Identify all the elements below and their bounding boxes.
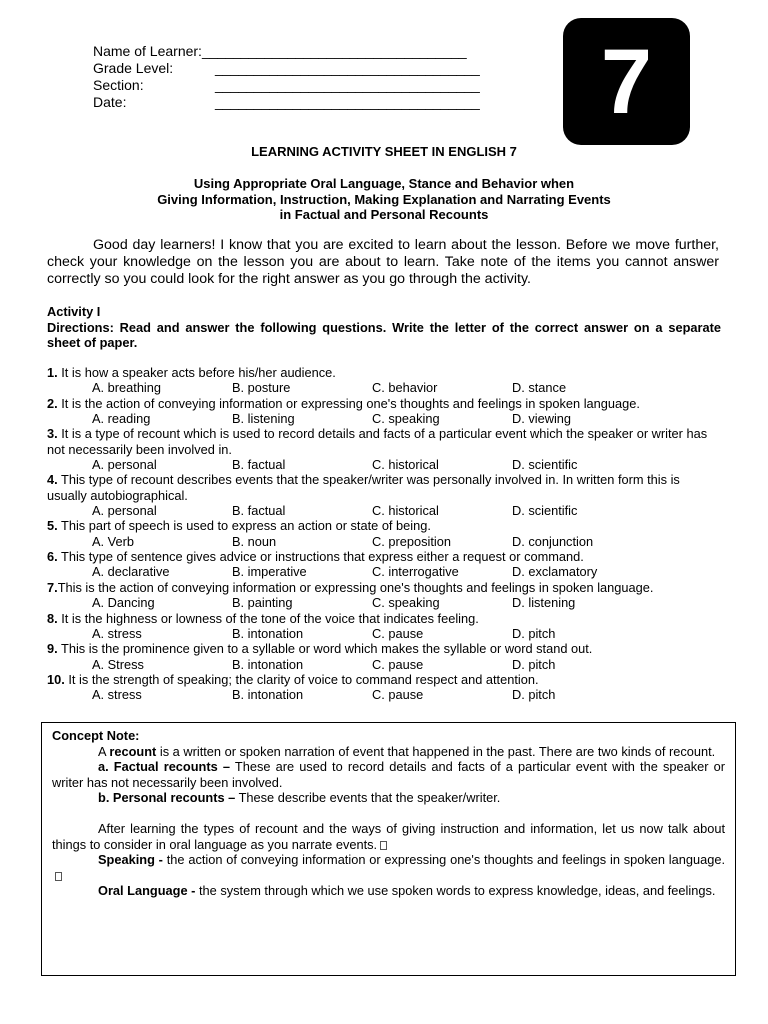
concept-note-speaking: Speaking - the action of conveying information or expressing one's thoughts and feelings in spoken language. <box>52 852 725 883</box>
concept-note-box <box>41 722 736 976</box>
question-text: It is the action of conveying information or expressing one's thoughts and feelings in spoken language. <box>57 395 640 411</box>
answer-choice: D. scientific <box>512 503 578 519</box>
question-item <box>47 426 723 472</box>
answer-choice: A. reading <box>92 411 151 427</box>
question-text: It is the strength of speaking; the clarity of voice to command respect and attention. <box>64 671 539 687</box>
answer-choice: C. preposition <box>372 533 451 549</box>
answer-choices <box>47 457 723 472</box>
question-item <box>47 611 723 642</box>
answer-choice: C. speaking <box>372 595 440 611</box>
answer-choice: B. imperative <box>232 564 307 580</box>
answer-choice: B. noun <box>232 533 277 549</box>
question-item <box>47 518 723 549</box>
question-item <box>47 472 723 518</box>
field-section <box>93 77 480 94</box>
answer-choice: B. factual <box>232 503 286 519</box>
question-text: This part of speech is used to express an action or state of being. <box>57 518 431 534</box>
answer-choice: C. behavior <box>372 380 438 396</box>
answer-choice: D. stance <box>512 380 567 396</box>
question-stem <box>47 611 723 626</box>
learner-info-fields <box>93 43 480 111</box>
question-text: This is the prominence given to a syllable or word which makes the syllable or word stand out. <box>57 641 593 657</box>
field-label: Grade Level: <box>93 60 174 76</box>
answer-choices <box>47 534 723 549</box>
question-number: 10. <box>47 671 65 687</box>
question-text: It is a type of recount which is used to record details and facts of a particular event which the speaker or writer has not necessarily been involved in. <box>47 426 708 457</box>
answer-choice: D. viewing <box>512 411 572 427</box>
answer-choice: B. painting <box>232 595 293 611</box>
answer-choices <box>47 380 723 395</box>
question-number: 5. <box>47 518 58 534</box>
question-text: This type of sentence gives advice or instructions that express either a request or command. <box>57 549 584 565</box>
missing-glyph-icon <box>380 841 387 850</box>
answer-choice: D. exclamatory <box>512 564 598 580</box>
grade-number-badge: 7 <box>563 18 690 145</box>
question-item <box>47 641 723 672</box>
answer-choices <box>47 411 723 426</box>
answer-choice: B. factual <box>232 457 286 473</box>
answer-choice: D. listening <box>512 595 576 611</box>
answer-choice: C. speaking <box>372 411 440 427</box>
field-line: __________________________________ <box>215 77 480 93</box>
answer-choices <box>47 564 723 579</box>
answer-choices <box>47 687 723 702</box>
question-number: 4. <box>47 472 58 488</box>
answer-choice: C. pause <box>372 687 424 703</box>
answer-choice: D. conjunction <box>512 533 594 549</box>
answer-choice: B. intonation <box>232 687 304 703</box>
answer-choice: B. posture <box>232 380 291 396</box>
question-text: This is the action of conveying information or expressing one's thoughts and feelings in spoken language. <box>57 579 654 595</box>
lesson-subtitle <box>0 176 768 223</box>
answer-choice: A. breathing <box>92 380 162 396</box>
answer-choice: D. scientific <box>512 457 578 473</box>
answer-choice: A. Verb <box>92 533 134 549</box>
question-number: 1. <box>47 365 58 380</box>
answer-choice: B. intonation <box>232 625 304 641</box>
answer-choice: D. pitch <box>512 656 556 672</box>
intro-paragraph <box>47 237 719 288</box>
question-stem <box>47 396 723 411</box>
field-line: __________________________________ <box>215 60 480 76</box>
question-list <box>47 365 723 703</box>
answer-choices <box>47 626 723 641</box>
question-number: 2. <box>47 395 58 411</box>
answer-choice: B. listening <box>232 411 295 427</box>
question-item <box>47 549 723 580</box>
answer-choice: D. pitch <box>512 625 556 641</box>
answer-choice: B. intonation <box>232 656 304 672</box>
field-name-of-learner <box>93 43 480 60</box>
answer-choice: A. declarative <box>92 564 170 580</box>
answer-choice: C. historical <box>372 503 439 519</box>
answer-choice: A. Dancing <box>92 595 155 611</box>
question-number: 3. <box>47 426 58 442</box>
question-stem <box>47 580 723 595</box>
answer-choice: A. Stress <box>92 656 144 672</box>
question-stem <box>47 472 723 503</box>
question-number: 8. <box>47 610 58 626</box>
answer-choice: A. personal <box>92 503 157 519</box>
subtitle-line: Giving Information, Instruction, Making Explanation and Narrating Events <box>157 191 611 207</box>
field-label: Date: <box>93 94 127 110</box>
answer-choice: C. historical <box>372 457 439 473</box>
activity-header <box>47 304 721 351</box>
concept-note-personal-recounts: b. Personal recounts – These describe events that the speaker/writer. <box>98 790 501 805</box>
missing-glyph-icon <box>55 872 62 881</box>
answer-choice: C. interrogative <box>372 564 459 580</box>
question-item <box>47 580 723 611</box>
subtitle-line: Using Appropriate Oral Language, Stance and Behavior when <box>193 176 575 191</box>
concept-note-transition: After learning the types of recount and the ways of giving instruction and information, let us now talk about things to consider in oral language as you narrate events. <box>52 821 725 852</box>
concept-note-recount-definition: A recount is a written or spoken narration of event that happened in the past. There are two kinds of recount. <box>98 743 716 759</box>
activity-directions: Directions: Read and answer the following questions. Write the letter of the correct answer on a separate sheet of paper. <box>47 319 721 350</box>
question-item <box>47 365 723 396</box>
intro-text: Good day learners! I know that you are excited to learn about the lesson. Before we move further, check your knowledge on the lesson you are about to learn. Take note of the items you cannot answer correctly so you could look for the right answer as you go through the activity. <box>47 237 719 287</box>
question-number: 6. <box>47 549 58 565</box>
question-item <box>47 396 723 427</box>
concept-note-factual-recounts: a. Factual recounts – These are used to record details and facts of a particular event with the speaker or writer has not necessarily been involved. <box>52 759 725 790</box>
answer-choices <box>47 657 723 672</box>
answer-choice: A. stress <box>92 625 142 641</box>
subtitle-line: in Factual and Personal Recounts <box>279 207 489 222</box>
field-line: __________________________________ <box>215 94 480 110</box>
activity-heading: Activity I <box>47 304 101 319</box>
answer-choices <box>47 503 723 518</box>
answer-choice: A. personal <box>92 457 157 473</box>
answer-choice: D. pitch <box>512 687 556 703</box>
field-label: Name of Learner: <box>93 43 202 59</box>
question-text: This type of recount describes events that the speaker/writer was personally involved in. In written form this is usually autobiographical. <box>47 472 680 503</box>
question-stem <box>47 365 723 380</box>
question-number: 7. <box>47 579 58 595</box>
question-text: It is how a speaker acts before his/her audience. <box>57 365 336 380</box>
page-title: LEARNING ACTIVITY SHEET IN ENGLISH 7 <box>251 144 517 159</box>
question-stem <box>47 672 723 687</box>
question-stem <box>47 426 723 457</box>
question-item <box>47 672 723 703</box>
concept-note-heading: Concept Note: <box>52 728 140 743</box>
question-stem <box>47 518 723 533</box>
answer-choice: C. pause <box>372 625 424 641</box>
field-date <box>93 94 480 111</box>
answer-choice: A. stress <box>92 687 142 703</box>
question-text: It is the highness or lowness of the tone of the voice that indicates feeling. <box>57 610 479 626</box>
field-grade-level <box>93 60 480 77</box>
question-stem <box>47 549 723 564</box>
field-label: Section: <box>93 77 144 93</box>
question-stem <box>47 641 723 656</box>
concept-note-oral-language: Oral Language - the system through which we use spoken words to express knowledge, ideas, and feelings. <box>98 883 716 898</box>
answer-choices <box>47 595 723 610</box>
field-line: __________________________________ <box>201 43 467 59</box>
question-number: 9. <box>47 641 58 657</box>
answer-choice: C. pause <box>372 656 424 672</box>
